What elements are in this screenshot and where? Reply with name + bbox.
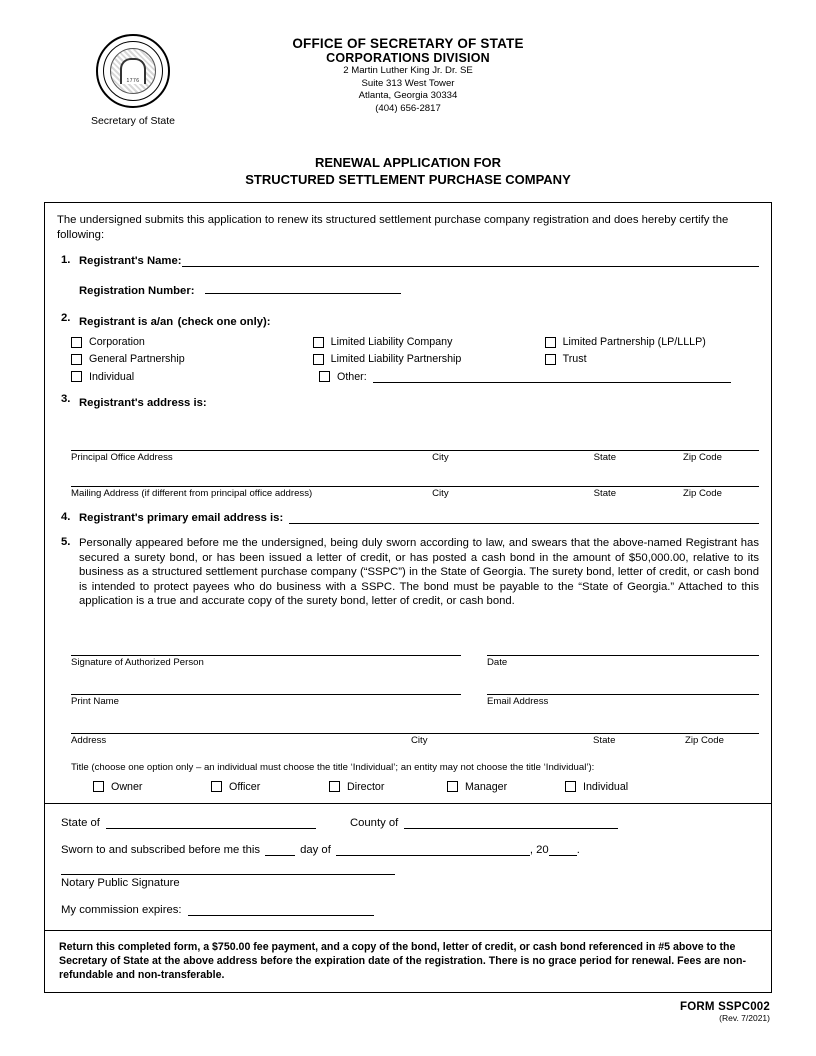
label-sworn-prefix: Sworn to and subscribed before me this xyxy=(61,843,261,856)
checkbox-label: Limited Partnership (LP/LLLP) xyxy=(562,336,706,348)
label-county-of: County of xyxy=(349,816,399,829)
checkbox-icon[interactable] xyxy=(447,781,458,792)
office-division: CORPORATIONS DIVISION xyxy=(326,51,490,65)
checkbox-icon[interactable] xyxy=(319,371,330,382)
other-entity-type-input[interactable] xyxy=(373,370,731,383)
checkbox-label: Owner xyxy=(111,780,143,793)
checkbox-limited-liability-partnership[interactable] xyxy=(313,353,545,365)
seal-inner-ring xyxy=(110,48,156,94)
application-body xyxy=(44,202,772,804)
checkbox-label: Limited Liability Partnership xyxy=(330,353,462,365)
item-5-number: 5. xyxy=(61,536,71,548)
notary-day-input[interactable] xyxy=(265,843,295,856)
caption-zip: Zip Code xyxy=(682,488,722,499)
office-address-line-3: Atlanta, Georgia 30334 xyxy=(358,90,458,101)
address-section-label: Registrant's address is: xyxy=(79,397,207,409)
item-2-number: 2. xyxy=(61,312,71,324)
checkbox-trust[interactable] xyxy=(545,353,759,365)
notary-commission-input[interactable] xyxy=(188,903,374,916)
office-address-line-1: 2 Martin Luther King Jr. Dr. SE xyxy=(343,65,473,76)
checkbox-icon[interactable] xyxy=(329,781,340,792)
registration-number-label: Registration Number: xyxy=(79,285,195,297)
checkbox-label: Officer xyxy=(229,780,261,793)
label-state-of: State of xyxy=(61,816,100,829)
checkbox-label: Limited Liability Company xyxy=(330,336,453,348)
registration-number-row xyxy=(57,281,759,299)
item-1-number: 1. xyxy=(61,254,71,266)
caption-signature-authorized-person: Signature of Authorized Person xyxy=(71,656,204,668)
mailing-address-captions xyxy=(71,487,759,499)
item-1 xyxy=(57,254,759,279)
state-seal-block xyxy=(80,34,186,127)
seal-caption: Secretary of State xyxy=(90,115,176,127)
page-title xyxy=(44,154,772,188)
checkbox-icon[interactable] xyxy=(71,337,82,348)
entity-type-checkbox-grid xyxy=(57,336,759,383)
primary-email-label: Registrant's primary email address is: xyxy=(79,512,284,524)
item-2 xyxy=(57,312,759,330)
checkbox-icon[interactable] xyxy=(565,781,576,792)
checkbox-icon[interactable] xyxy=(313,354,324,365)
caption-city: City xyxy=(432,488,449,499)
caption-principal-office-address: Principal Office Address xyxy=(71,452,173,463)
checkbox-label: General Partnership xyxy=(89,353,185,365)
caption-state: State xyxy=(593,452,617,463)
checkbox-icon[interactable] xyxy=(93,781,104,792)
intro-paragraph: The undersigned submits this application to renew its structured settlement purchase company registration and does hereby certify the following: xyxy=(57,214,729,241)
caption-zip: Zip Code xyxy=(685,734,724,746)
caption-zip: Zip Code xyxy=(682,452,722,463)
notary-state-county-row xyxy=(57,816,759,829)
label-year-prefix: , 20 xyxy=(529,843,549,856)
form-revision: (Rev. 7/2021) xyxy=(719,1012,770,1023)
item-3 xyxy=(57,393,759,411)
item-4-number: 4. xyxy=(61,511,71,523)
office-address-line-2: Suite 313 West Tower xyxy=(361,77,455,89)
caption-city: City xyxy=(411,734,428,746)
notary-year-input[interactable] xyxy=(549,843,577,856)
document-header xyxy=(44,26,772,144)
caption-email-address: Email Address xyxy=(487,695,549,707)
entity-type-label: Registrant is a/an xyxy=(79,316,174,328)
checkbox-icon[interactable] xyxy=(71,371,82,382)
checkbox-title-director[interactable] xyxy=(329,781,447,793)
primary-email-input[interactable] xyxy=(289,511,759,524)
checkbox-limited-partnership[interactable] xyxy=(545,336,759,348)
form-identifier-block xyxy=(44,1001,772,1023)
page-title-line-1: RENEWAL APPLICATION FOR xyxy=(314,155,502,170)
checkbox-corporation[interactable] xyxy=(71,336,313,348)
checkbox-icon[interactable] xyxy=(71,354,82,365)
notary-month-input[interactable] xyxy=(336,843,530,856)
checkbox-title-owner[interactable] xyxy=(93,781,211,793)
caption-notary-signature: Notary Public Signature xyxy=(61,876,180,889)
checkbox-label: Director xyxy=(347,780,385,793)
footer-instruction-text: Return this completed form, a $750.00 fee payment, and a copy of the bond, letter of credit, or cash bond referenced in #5 above to the Secretary of State at the above address before the expiration date of the registration. There is no grace period for renewal. Fees are non-refundable and non-transferable. xyxy=(59,940,747,981)
caption-mailing-address: Mailing Address (if different from principal office address) xyxy=(71,488,313,499)
caption-state: State xyxy=(593,488,617,499)
page-title-line-2: STRUCTURED SETTLEMENT PURCHASE COMPANY xyxy=(245,172,571,187)
caption-city: City xyxy=(432,452,449,463)
seal-year: 1776 xyxy=(126,78,140,84)
notary-sworn-row xyxy=(57,843,759,856)
checkbox-label: Individual xyxy=(89,370,135,383)
checkbox-label: Corporation xyxy=(89,336,145,348)
checkbox-label: Manager xyxy=(465,780,508,793)
item-4 xyxy=(57,511,759,534)
label-day-of: day of xyxy=(300,843,331,856)
office-phone: (404) 656-2817 xyxy=(375,102,441,114)
checkbox-icon[interactable] xyxy=(211,781,222,792)
checkbox-label: Other: xyxy=(337,370,367,383)
notary-state-input[interactable] xyxy=(106,816,316,829)
checkbox-icon[interactable] xyxy=(313,337,324,348)
checkbox-label: Trust xyxy=(562,353,587,365)
checkbox-label: Individual xyxy=(583,780,629,793)
checkbox-title-individual[interactable] xyxy=(565,781,683,793)
checkbox-individual[interactable] xyxy=(71,370,319,383)
registrant-name-input[interactable] xyxy=(182,254,759,267)
principal-address-captions xyxy=(71,451,759,463)
checkbox-title-officer[interactable] xyxy=(211,781,329,793)
label-year-end: . xyxy=(576,843,580,856)
registrant-name-label: Registrant's Name: xyxy=(79,255,182,267)
notary-signature-block xyxy=(57,874,759,889)
caption-date: Date xyxy=(487,656,508,668)
state-seal-icon xyxy=(96,34,170,108)
footer-instruction-box xyxy=(44,931,772,993)
caption-state: State xyxy=(593,734,616,746)
checkbox-limited-liability-company[interactable] xyxy=(313,336,545,348)
address-block xyxy=(57,427,759,499)
caption-address: Address xyxy=(71,734,107,746)
item-3-number: 3. xyxy=(61,393,71,405)
entity-type-instruction: (check one only): xyxy=(177,316,271,328)
signature-block xyxy=(57,629,759,746)
checkbox-icon[interactable] xyxy=(545,354,556,365)
label-commission-expires: My commission expires: xyxy=(61,903,182,916)
registration-number-input[interactable] xyxy=(205,281,401,294)
notary-commission-row xyxy=(57,903,759,916)
notary-county-input[interactable] xyxy=(404,816,618,829)
item-5 xyxy=(57,536,759,609)
affidavit-paragraph: Personally appeared before me the undersigned, being duly sworn according to law, and swears that the above-named Registrant has secured a surety bond, or has been issued a letter of credit, or has posted a cash bond in the amount of $50,000.00, relative to its business as a structured settlement purchase company (“SSPC”) in the State of Georgia. The surety bond, letter of credit, or cash bond is intended to protect payees who do business with a SSPC. The bond must be payable to the “State of Georgia.” Attached to this application is a true and accurate copy of the surety bond, letter of credit, or cash bond. xyxy=(79,537,759,608)
checkbox-title-manager[interactable] xyxy=(447,781,565,793)
checkbox-icon[interactable] xyxy=(545,337,556,348)
signer-address-captions xyxy=(71,734,759,746)
form-number: FORM SSPC002 xyxy=(680,1000,770,1013)
checkbox-general-partnership[interactable] xyxy=(71,353,313,365)
caption-print-name: Print Name xyxy=(71,695,119,707)
notary-section xyxy=(44,804,772,931)
office-title: OFFICE OF SECRETARY OF STATE xyxy=(292,36,524,51)
checkbox-other[interactable] xyxy=(319,370,759,383)
title-checkbox-row xyxy=(57,781,759,793)
title-instruction: Title (choose one option only – an individual must choose the title ‘Individual’; an entity may not choose the title ‘Individual’): xyxy=(71,761,595,773)
